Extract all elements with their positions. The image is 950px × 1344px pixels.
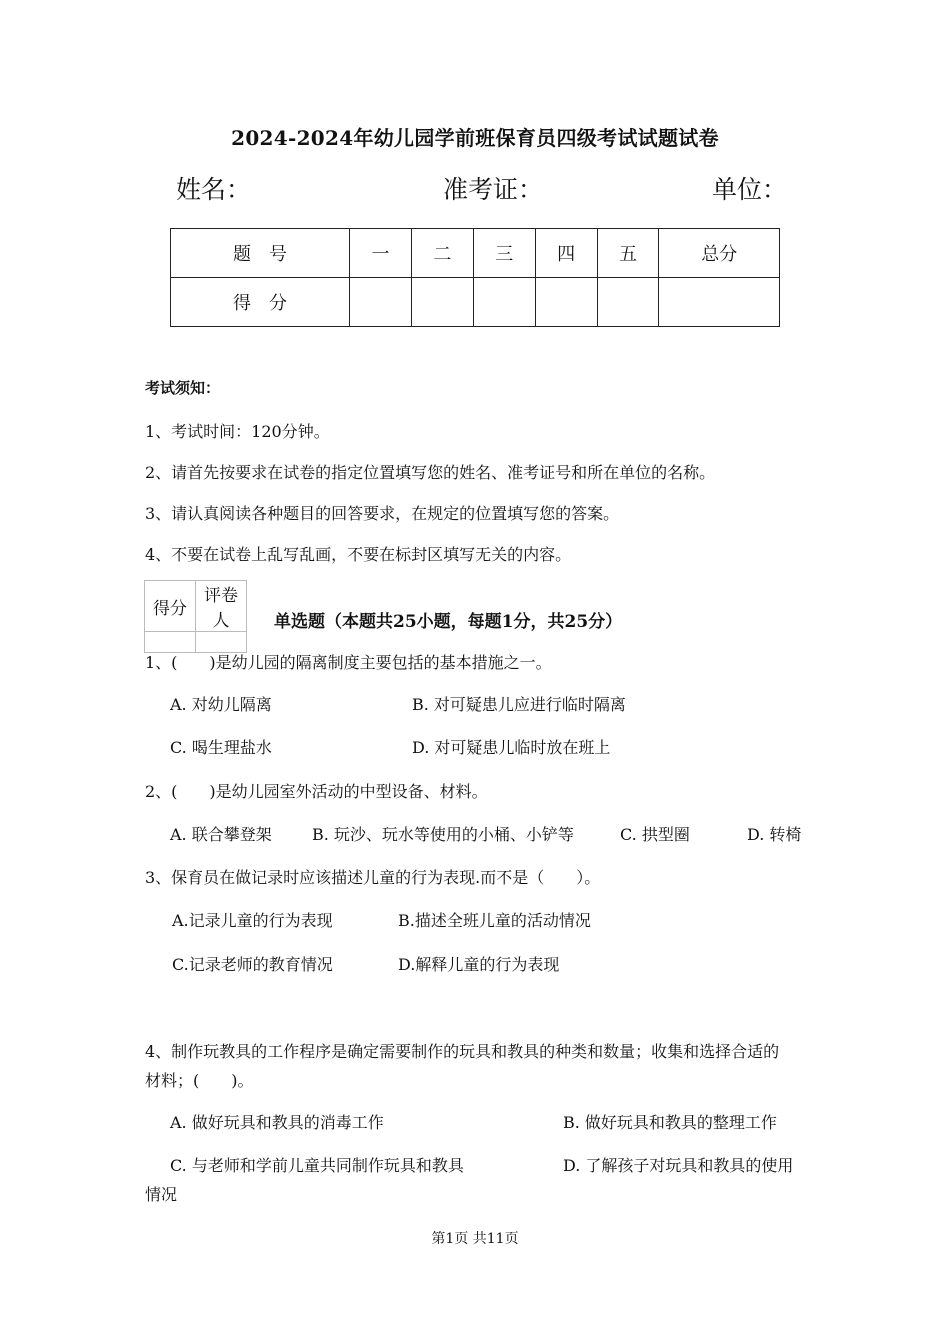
question-option-continued: 情况 xyxy=(145,1185,178,1204)
exam-id-field-label: 准考证： xyxy=(443,175,544,204)
score-entry-cell xyxy=(659,278,780,327)
score-table-cell: 五 xyxy=(597,229,659,278)
question-option: C. 与老师和学前儿童共同制作玩具和教具 xyxy=(170,1156,464,1175)
score-table-score-row xyxy=(171,278,780,327)
name-field-label: 姓名： xyxy=(176,175,252,204)
score-table-cell: 题 号 xyxy=(171,229,350,278)
score-entry-cell xyxy=(597,278,659,327)
notice-item: 2、请首先按要求在试卷的指定位置填写您的姓名、准考证号和所在单位的名称。 xyxy=(145,463,716,482)
unit-field-label: 单位： xyxy=(712,175,788,204)
score-table-header-row xyxy=(171,229,780,278)
question-stem: 3、保育员在做记录时应该描述儿童的行为表现.而不是（ ）。 xyxy=(145,868,601,887)
score-table-cell: 四 xyxy=(535,229,597,278)
score-table-cell: 得 分 xyxy=(171,278,350,327)
notice-item: 4、不要在试卷上乱写乱画，不要在标封区填写无关的内容。 xyxy=(145,545,572,564)
score-entry-cell xyxy=(350,278,412,327)
question-option: A. 联合攀登架 xyxy=(170,825,272,844)
question-option: D.解释儿童的行为表现 xyxy=(398,955,560,974)
question-option: B. 对可疑患儿应进行临时隔离 xyxy=(412,695,626,714)
grader-score-label: 得分 xyxy=(145,581,196,632)
question-option: B.描述全班儿童的活动情况 xyxy=(398,911,591,930)
score-table-cell: 三 xyxy=(473,229,535,278)
question-option: A.记录儿童的行为表现 xyxy=(172,911,333,930)
question-option: C. 喝生理盐水 xyxy=(170,738,272,757)
notice-heading: 考试须知： xyxy=(145,379,221,397)
score-entry-cell xyxy=(411,278,473,327)
question-stem: 2、( )是幼儿园室外活动的中型设备、材料。 xyxy=(145,782,488,801)
question-option: D. 对可疑患儿临时放在班上 xyxy=(412,738,611,757)
question-stem: 4、制作玩教具的工作程序是确定需要制作的玩具和教具的种类和数量；收集和选择合适的 xyxy=(145,1042,780,1061)
score-table xyxy=(170,228,780,327)
question-option: A. 对幼儿隔离 xyxy=(170,695,272,714)
question-option: C. 拱型圈 xyxy=(620,825,690,844)
question-option: A. 做好玩具和教具的消毒工作 xyxy=(170,1113,384,1132)
question-option: B. 做好玩具和教具的整理工作 xyxy=(563,1113,777,1132)
section-title: 单选题（本题共25小题，每题1分，共25分） xyxy=(274,612,623,632)
score-table-cell: 一 xyxy=(350,229,412,278)
notice-item: 1、考试时间：120分钟。 xyxy=(145,422,330,441)
question-option: D. 了解孩子对玩具和教具的使用 xyxy=(563,1156,794,1175)
grader-box xyxy=(144,580,247,653)
page-number: 第1页 共11页 xyxy=(431,1231,519,1247)
question-stem: 1、( )是幼儿园的隔离制度主要包括的基本措施之一。 xyxy=(145,653,552,672)
question-option: D. 转椅 xyxy=(747,825,802,844)
score-table-cell: 二 xyxy=(411,229,473,278)
score-table-cell: 总分 xyxy=(659,229,780,278)
question-option: B. 玩沙、玩水等使用的小桶、小铲等 xyxy=(312,825,574,844)
notice-item: 3、请认真阅读各种题目的回答要求，在规定的位置填写您的答案。 xyxy=(145,504,620,523)
question-stem-continued: 材料；( )。 xyxy=(145,1071,254,1090)
score-entry-cell xyxy=(535,278,597,327)
grader-reviewer-label: 评卷人 xyxy=(196,581,247,632)
page-title: 2024-2024年幼儿园学前班保育员四级考试试题试卷 xyxy=(231,126,719,150)
score-entry-cell xyxy=(473,278,535,327)
question-option: C.记录老师的教育情况 xyxy=(172,955,333,974)
